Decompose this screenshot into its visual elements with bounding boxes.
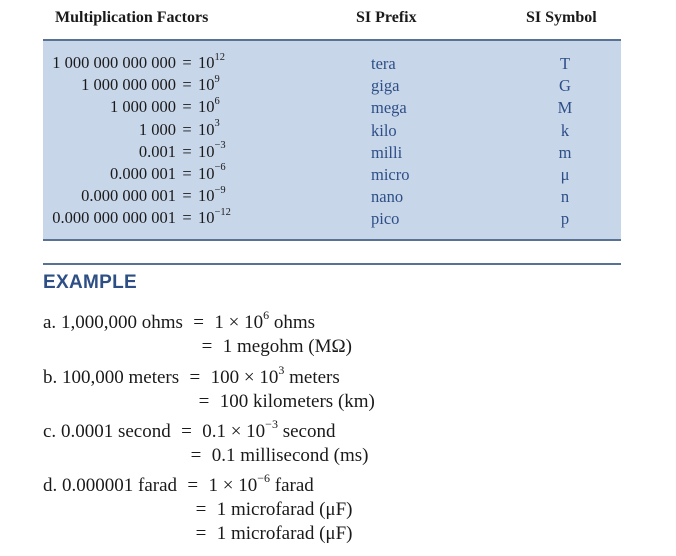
example-a-lhs: 1,000,000 ohms [60, 312, 183, 333]
factor-number: 1 000 [138, 119, 176, 139]
factor-power [198, 96, 244, 118]
power-exponent: 9 [214, 73, 220, 85]
power-exponent: 3 [214, 118, 220, 130]
factor-power [198, 207, 244, 229]
factor-row [52, 52, 244, 74]
example-a-rhs1-exp: 6 [263, 307, 270, 322]
equals-sign: = [182, 186, 192, 206]
example-b-rhs2: 100 kilometers (km) [219, 391, 375, 412]
symbol-cell: G [559, 76, 571, 96]
symbol-cell: k [560, 120, 570, 140]
equals-sign: = [201, 336, 213, 357]
symbol-cell: p [560, 209, 570, 229]
power-exponent: 12 [214, 51, 225, 63]
factor-row [52, 185, 244, 207]
symbol-cell: μ [560, 164, 570, 184]
example-c-label: c. [43, 421, 57, 442]
factors-column [52, 52, 244, 230]
power-exponent: −12 [214, 206, 231, 218]
example-a-line-2 [196, 335, 352, 359]
example-d-line-1 [43, 470, 314, 498]
example-c-lhs: 0.0001 second [60, 421, 171, 442]
power-base: 10 [198, 119, 215, 139]
factor-row [52, 119, 244, 141]
prefix-cell: giga [371, 76, 400, 96]
symbol-cell: n [560, 187, 570, 207]
example-c-rhs1-exp: −3 [265, 416, 278, 431]
power-base: 10 [198, 186, 215, 206]
example-c-line-2 [185, 444, 368, 468]
symbol-cell: T [559, 54, 571, 73]
factor-power [198, 141, 244, 163]
example-d-rhs3: 1 microfarad (μF) [216, 523, 353, 544]
example-c-rhs2: 0.1 millisecond (ms) [211, 445, 369, 466]
equals-sign: = [198, 391, 210, 412]
power-base: 10 [198, 53, 215, 72]
example-a-rhs1-post: ohms [269, 312, 316, 333]
si-prefix-table [43, 0, 621, 241]
prefix-cell: kilo [371, 120, 397, 140]
example-d-label: d. [43, 475, 58, 496]
symbol-column [543, 53, 587, 231]
table-body [43, 41, 621, 241]
example-d-lhs: 0.000001 farad [62, 475, 178, 496]
power-base: 10 [198, 75, 215, 95]
equals-sign: = [195, 523, 207, 544]
example-a-rhs1-pre: 1 × 10 [214, 312, 264, 333]
factor-power [198, 185, 244, 207]
factor-row [52, 96, 244, 118]
equals-sign: = [187, 475, 199, 496]
factor-number: 0.000 001 [110, 163, 176, 183]
prefix-cell: mega [371, 98, 407, 118]
equals-sign: = [182, 163, 192, 183]
example-b-rhs1-exp: 3 [278, 362, 285, 377]
equals-sign: = [190, 445, 202, 466]
equals-sign: = [182, 75, 192, 95]
example-b-rhs1-post: meters [284, 367, 340, 388]
factor-power [198, 74, 244, 96]
factor-row [52, 74, 244, 96]
example-d-line-3 [190, 522, 353, 546]
factor-row [52, 163, 244, 185]
example-heading: EXAMPLE [43, 272, 137, 293]
prefix-cell: micro [371, 164, 410, 184]
power-base: 10 [198, 141, 215, 161]
factor-number: 1 000 000 [110, 97, 176, 117]
factor-row [52, 207, 244, 229]
prefix-cell: milli [371, 142, 403, 162]
factor-number: 1 000 000 000 [81, 75, 176, 95]
header-multiplication-factors: Multiplication Factors [55, 9, 209, 26]
factor-power [198, 52, 244, 74]
equals-sign: = [182, 208, 192, 228]
example-d-rhs1-pre: 1 × 10 [208, 475, 258, 496]
prefix-column [371, 53, 410, 231]
example-c-line-1 [43, 416, 336, 444]
table-header [43, 0, 621, 41]
equals-sign: = [182, 97, 192, 117]
example-a-label: a. [43, 312, 57, 333]
prefix-cell: tera [371, 54, 396, 73]
equals-sign: = [182, 53, 192, 72]
example-d-line-2 [190, 498, 353, 522]
example-d-rhs1-exp: −6 [257, 470, 271, 485]
equals-sign: = [189, 367, 201, 388]
example-b-lhs: 100,000 meters [62, 367, 180, 388]
power-base: 10 [198, 208, 215, 228]
example-d-rhs2: 1 microfarad (μF) [216, 499, 353, 520]
prefix-cell: pico [371, 209, 400, 229]
example-c-rhs1-pre: 0.1 × 10 [202, 421, 266, 442]
factor-power [198, 163, 244, 185]
factor-number: 0.000 000 001 [81, 186, 176, 206]
factor-row [52, 141, 244, 163]
section-divider [43, 263, 621, 265]
factor-power [198, 119, 244, 141]
example-c-rhs1-post: second [277, 421, 336, 442]
equals-sign: = [195, 499, 207, 520]
factor-number: 1 000 000 000 000 [52, 53, 176, 72]
power-exponent: −6 [214, 162, 226, 174]
power-base: 10 [198, 97, 215, 117]
example-b-rhs1-pre: 100 × 10 [210, 367, 279, 388]
equals-sign: = [193, 312, 204, 333]
equals-sign: = [182, 119, 192, 139]
example-d-rhs1-post: farad [270, 475, 314, 496]
factor-number: 0.000 000 000 001 [52, 208, 176, 228]
example-b-line-2 [193, 390, 375, 414]
symbol-cell: m [558, 142, 572, 162]
header-si-symbol: SI Symbol [526, 9, 597, 26]
power-exponent: 6 [214, 95, 220, 107]
prefix-cell: nano [371, 187, 404, 207]
equals-sign: = [181, 421, 192, 442]
example-b-label: b. [43, 367, 58, 388]
example-a-rhs2: 1 megohm (MΩ) [222, 336, 352, 357]
factor-number: 0.001 [138, 141, 176, 161]
header-si-prefix: SI Prefix [356, 9, 417, 26]
symbol-cell: M [557, 98, 573, 118]
power-exponent: −3 [214, 140, 226, 152]
power-base: 10 [198, 163, 215, 183]
example-a-line-1 [43, 307, 316, 335]
example-b-line-1 [43, 362, 340, 390]
power-exponent: −9 [214, 184, 226, 196]
equals-sign: = [182, 141, 192, 161]
